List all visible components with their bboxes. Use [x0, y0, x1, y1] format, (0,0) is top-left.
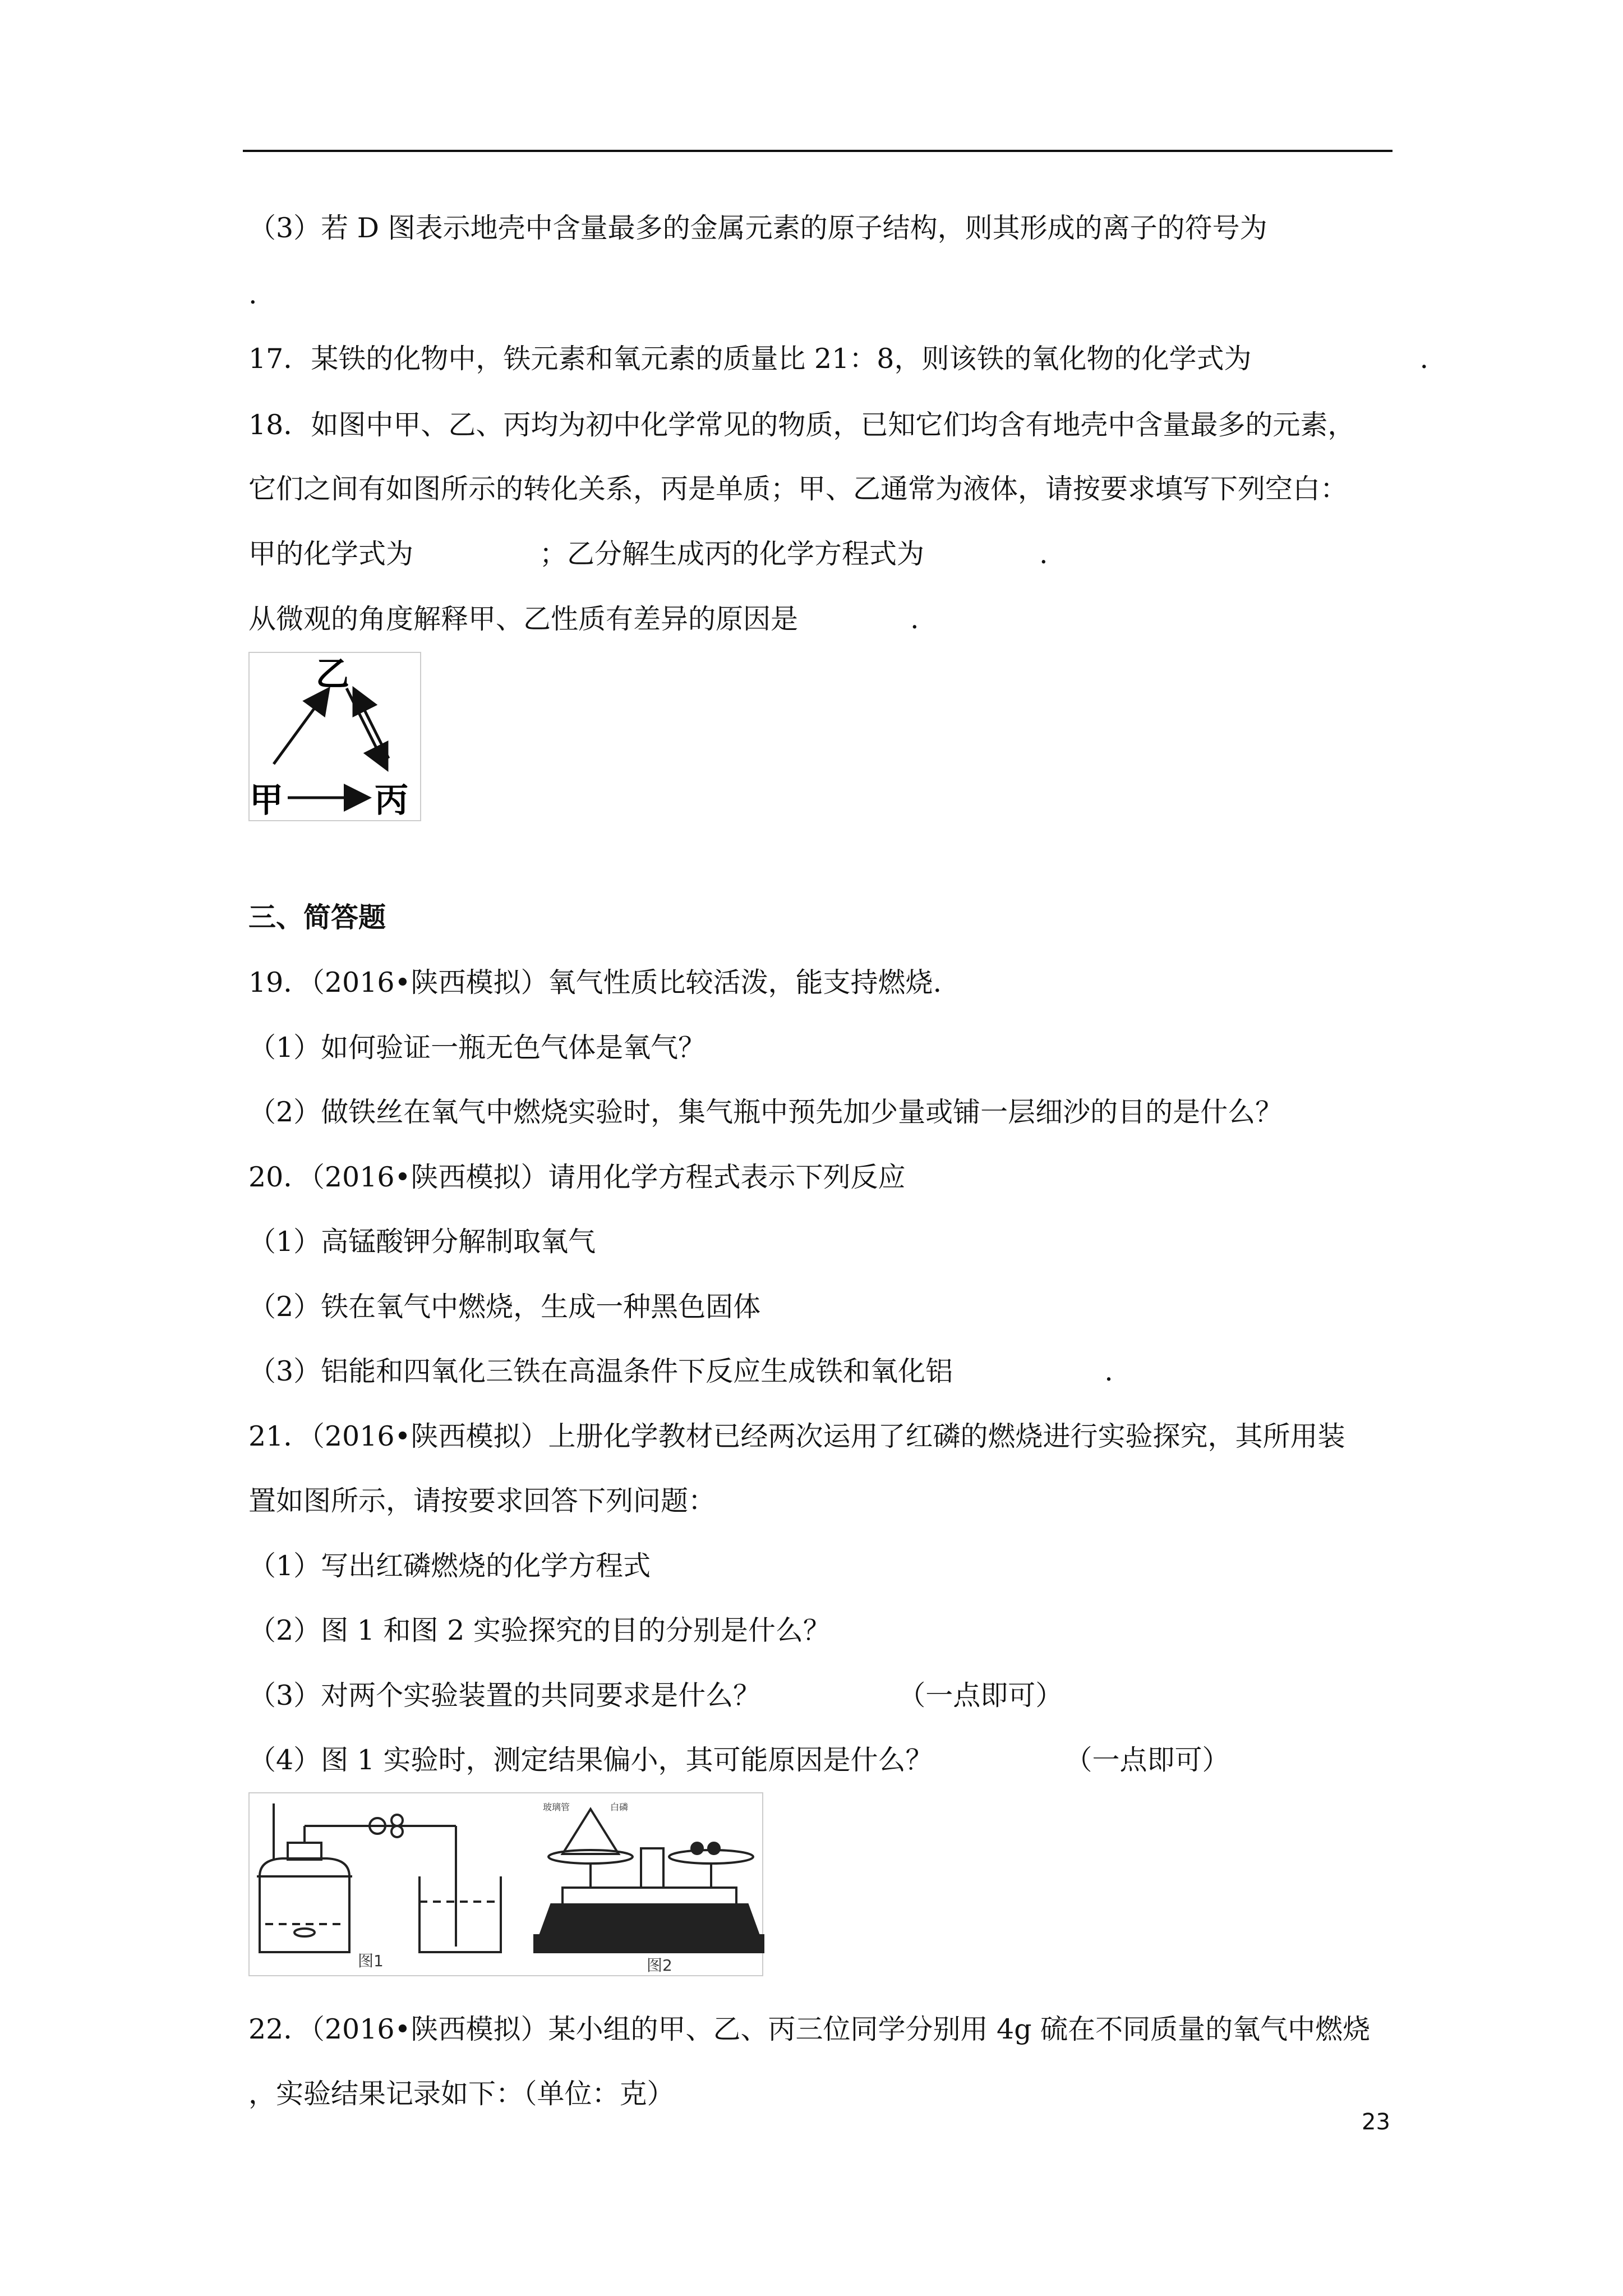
question-19: 19．（2016•陕西模拟）氧气性质比较活泼，能支持燃烧.	[248, 967, 942, 999]
figure1-label: 图1	[358, 1952, 384, 1970]
q16-part3-end: .	[248, 278, 257, 310]
question-21-part2: （2）图 1 和图 2 实验探究的目的分别是什么？	[248, 1614, 831, 1646]
tag-white-phosphorus: 白磷	[610, 1802, 629, 1812]
arrow-bing-to-yi	[355, 691, 389, 758]
section-heading-short-answer: 三、简答题	[248, 901, 386, 933]
question-19-part2: （2）做铁丝在氧气中燃烧实验时，集气瓶中预先加少量或铺一层细沙的目的是什么？	[248, 1096, 1283, 1128]
arrow-yi-to-bing	[347, 688, 386, 767]
conversion-triangle-figure	[248, 652, 422, 823]
figure2-balance-setup	[534, 1809, 764, 1952]
question-21-line1: 21．（2016•陕西模拟）上册化学教材已经两次运用了红磷的燃烧进行实验探究，其所用装	[248, 1420, 1345, 1452]
tag-glass-tube: 玻璃管	[543, 1802, 570, 1812]
question-20-part3: （3）铝能和四氧化三铁在高温条件下反应生成铁和氧化铝 .	[248, 1355, 1113, 1387]
question-19-part1: （1）如何验证一瓶无色气体是氧气？	[248, 1032, 706, 1064]
apparatus-figure	[248, 1792, 764, 1977]
node-yi: 乙	[316, 655, 349, 694]
question-20-part1: （1）高锰酸钾分解制取氧气	[248, 1226, 596, 1258]
question-21-line2: 置如图所示，请按要求回答下列问题：	[248, 1485, 716, 1517]
arrow-jia-to-yi	[274, 691, 327, 764]
question-21-part4: （4）图 1 实验时，测定结果偏小，其可能原因是什么？ （一点即可）	[248, 1744, 1230, 1776]
figure1-combustion-setup	[257, 1803, 501, 1952]
question-18-line3: 甲的化学式为 ；乙分解生成丙的化学方程式为 .	[248, 538, 1048, 570]
question-21-part1: （1）写出红磷燃烧的化学方程式	[248, 1550, 651, 1582]
question-21-part3: （3）对两个实验装置的共同要求是什么？ （一点即可）	[248, 1680, 1063, 1711]
q16-part3: （3）若 D 图表示地壳中含量最多的金属元素的原子结构，则其形成的离子的符号为	[248, 212, 1267, 244]
question-20: 20．（2016•陕西模拟）请用化学方程式表示下列反应	[248, 1161, 906, 1193]
question-17: 17．某铁的化物中，铁元素和氧元素的质量比 21：8，则该铁的氧化物的化学式为 .	[248, 343, 1429, 375]
question-22-line1: 22．（2016•陕西模拟）某小组的甲、乙、丙三位同学分别用 4g 硫在不同质量的氧气中燃烧	[248, 2013, 1371, 2045]
node-bing: 丙	[375, 781, 408, 820]
question-18-line2: 它们之间有如图所示的转化关系，丙是单质；甲、乙通常为液体，请按要求填写下列空白：	[248, 473, 1348, 505]
question-18-line4: 从微观的角度解释甲、乙性质有差异的原因是 .	[248, 603, 919, 635]
node-jia: 甲	[250, 781, 283, 820]
page-number: 23	[1362, 2109, 1390, 2135]
question-22-line2: ，实验结果记录如下：（单位：克）	[248, 2078, 675, 2110]
question-20-part2: （2）铁在氧气中燃烧，生成一种黑色固体	[248, 1291, 761, 1323]
figure2-label: 图2	[647, 1956, 672, 1975]
question-18-line1: 18．如图中甲、乙、丙均为初中化学常见的物质，已知它们均含有地壳中含量最多的元素，	[248, 409, 1355, 441]
header-rule	[243, 150, 1393, 152]
